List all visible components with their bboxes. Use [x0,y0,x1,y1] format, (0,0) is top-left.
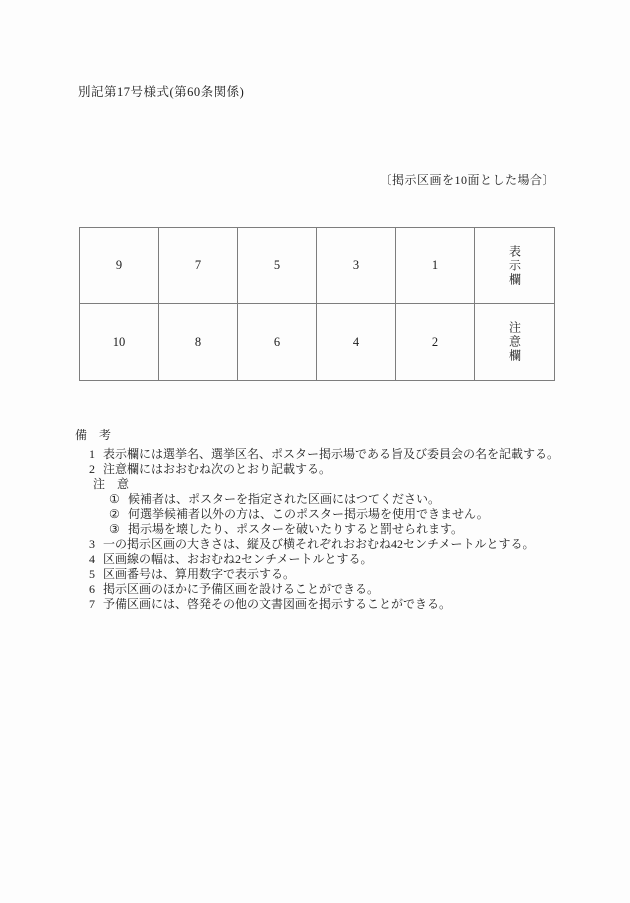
remark-item-3 [75,537,585,552]
board-cell-9: 9 [80,228,159,304]
display-column-label: 表示欄 [507,244,522,287]
notice-item-1 [75,492,585,507]
remark-item-number: 6 [89,582,95,596]
circled-number-2: ② [109,507,120,521]
board-cell-3: 3 [317,228,396,304]
notice-sub-heading-text: 注 意 [93,477,130,491]
board-cell-6: 6 [238,304,317,380]
case-heading: 〔掲示区画を10面とした場合〕 [379,173,555,187]
remark-item-text: 注意欄にはおおむね次のとおり記載する。 [103,462,332,476]
remark-item-text: 表示欄には選挙名、選挙区名、ポスター掲示場である旨及び委員会の名を記載する。 [103,447,560,461]
circled-number-3: ③ [109,522,120,536]
notice-item-text: 何選挙候補者以外の方は、このポスター掲示場を使用できません。 [128,507,489,521]
remark-item-text: 掲示区画のほかに予備区画を設けることができる。 [103,582,380,596]
circled-number-1: ① [109,492,120,506]
remark-item-number: 7 [89,597,95,611]
remarks-section [75,428,585,612]
remark-item-4 [75,552,585,567]
notice-sub-heading [75,477,585,492]
notice-column-cell [475,304,554,380]
board-cell-10: 10 [80,304,159,380]
board-cell-2: 2 [396,304,475,380]
remark-item-7 [75,597,585,612]
poster-board-table [79,227,555,381]
remark-item-number: 4 [89,552,95,566]
notice-item-text: 掲示場を壊したり、ポスターを破いたりすると罰せられます。 [128,522,464,536]
remark-item-1 [75,447,585,462]
board-cell-5: 5 [238,228,317,304]
remark-item-number: 1 [89,447,95,461]
notice-item-2 [75,507,585,522]
remark-item-number: 3 [89,537,95,551]
remark-item-5 [75,567,585,582]
remark-item-number: 2 [89,462,95,476]
remark-item-text: 一の掲示区画の大きさは、縦及び横それぞれおおむね42センチメートルとする。 [103,537,535,551]
board-cell-7: 7 [159,228,238,304]
remark-item-text: 区画線の幅は、おおむね2センチメートルとする。 [103,552,373,566]
remark-item-number: 5 [89,567,95,581]
notice-item-3 [75,522,585,537]
remark-item-text: 予備区画には、啓発その他の文書図画を掲示することができる。 [103,597,452,611]
form-number-label: 別記第17号様式(第60条関係) [78,85,245,99]
board-cell-8: 8 [159,304,238,380]
remarks-heading: 備 考 [75,428,112,442]
remark-item-text: 区画番号は、算用数字で表示する。 [103,567,296,581]
display-column-cell [475,228,554,304]
notice-item-text: 候補者は、ポスターを指定された区画にはつてください。 [128,492,441,506]
notice-column-label: 注意欄 [507,321,522,363]
board-cell-4: 4 [317,304,396,380]
remark-item-2 [75,462,585,477]
remark-item-6 [75,582,585,597]
board-cell-1: 1 [396,228,475,304]
